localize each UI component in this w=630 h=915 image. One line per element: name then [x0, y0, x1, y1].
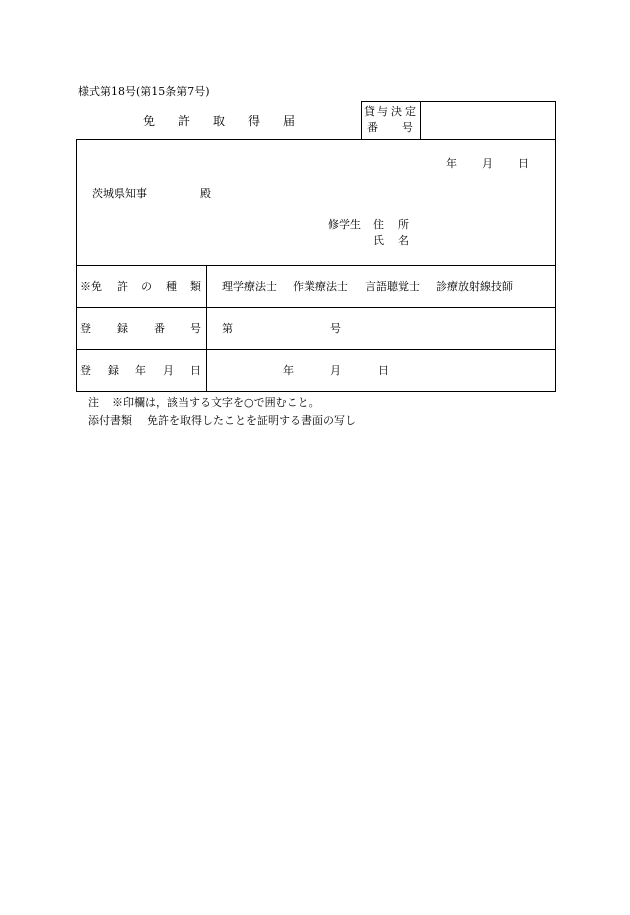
loan-decision-label-char: 定	[405, 105, 416, 118]
registration-number-label-char: 録	[117, 322, 128, 335]
registration-date-day: 日	[378, 364, 389, 377]
registration-date-label-char: 年	[135, 364, 146, 377]
table-border-left	[76, 139, 77, 392]
box-border-right	[555, 101, 556, 139]
license-type-label-char: 許	[117, 280, 128, 293]
registration-date-year: 年	[283, 364, 294, 377]
attachment-label: 添付書類	[88, 414, 132, 427]
table-border-bottom	[76, 391, 556, 392]
registration-date-label-char: 日	[190, 364, 201, 377]
number-label-char: 番	[367, 121, 378, 134]
registration-number-label-char: 号	[190, 322, 201, 335]
addressee: 茨城県知事	[92, 187, 147, 200]
loan-decision-label-char: 決	[391, 105, 402, 118]
registration-date-label-char: 月	[163, 364, 174, 377]
box-divider	[420, 101, 421, 139]
license-option[interactable]: 言語聴覚士	[365, 280, 420, 293]
loan-decision-label-char: 貸	[364, 105, 375, 118]
note-label: 注	[88, 396, 99, 409]
registration-date-month: 月	[330, 364, 341, 377]
title-char: 得	[248, 114, 261, 128]
license-type-label-char: ※免	[80, 280, 102, 293]
title-char: 取	[213, 114, 226, 128]
license-type-label-char: の	[141, 280, 152, 293]
date-year: 年	[446, 157, 457, 170]
date-month: 月	[482, 157, 493, 170]
name-label-char: 名	[398, 234, 409, 247]
registration-number-suffix: 号	[330, 322, 341, 335]
attachment-text: 免許を取得したことを証明する書面の写し	[147, 414, 356, 427]
column-divider	[206, 265, 207, 392]
applicant-role: 修学生	[328, 218, 361, 231]
title-char: 届	[283, 114, 296, 128]
license-type-label-char: 類	[190, 280, 201, 293]
license-option[interactable]: 理学療法士	[222, 280, 277, 293]
honorific: 殿	[200, 187, 211, 200]
address-label-char: 所	[398, 218, 409, 231]
table-border-top	[76, 139, 556, 140]
registration-number-label-char: 番	[154, 322, 165, 335]
row-divider	[76, 349, 556, 350]
number-label-char: 号	[402, 121, 413, 134]
registration-date-label-char: 録	[108, 364, 119, 377]
address-label-char: 住	[373, 218, 384, 231]
title-char: 免	[143, 114, 156, 128]
name-label-char: 氏	[373, 234, 384, 247]
form-number: 様式第18号(第15条第7号)	[78, 85, 210, 98]
date-day: 日	[518, 157, 529, 170]
license-option[interactable]: 作業療法士	[293, 280, 348, 293]
box-border-left	[361, 101, 362, 139]
row-divider	[76, 307, 556, 308]
license-option[interactable]: 診療放射線技師	[436, 280, 513, 293]
row-divider	[76, 265, 556, 266]
registration-date-label-char: 登	[80, 364, 91, 377]
registration-number-label-char: 登	[80, 322, 91, 335]
title-char: 許	[178, 114, 191, 128]
license-type-label-char: 種	[166, 280, 177, 293]
box-border-top	[361, 101, 556, 102]
note-text: ※印欄は，該当する文字を○で囲むこと。	[112, 396, 320, 409]
loan-decision-label-char: 与	[377, 105, 388, 118]
registration-number-prefix: 第	[222, 322, 233, 335]
table-border-right	[555, 139, 556, 392]
